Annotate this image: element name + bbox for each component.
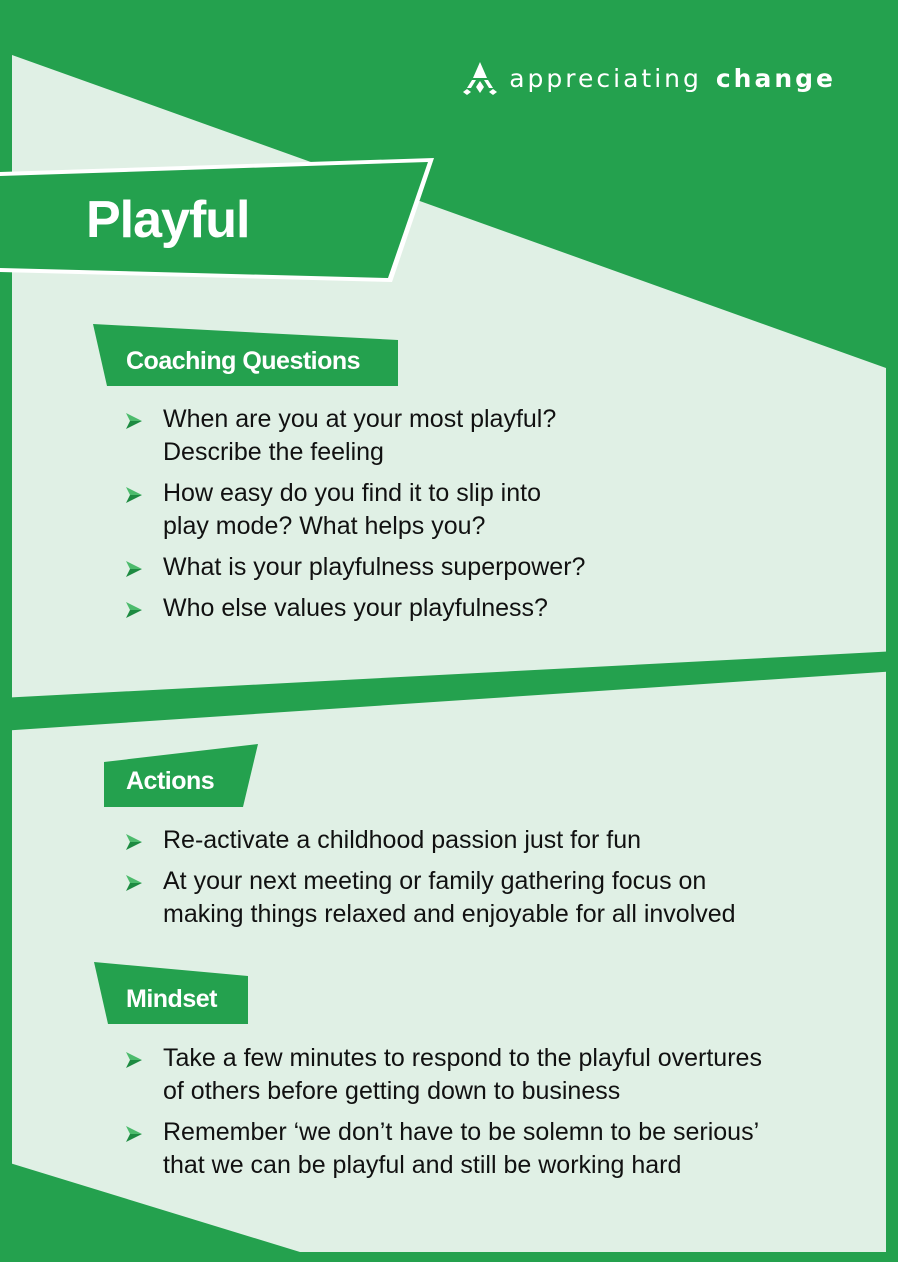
list-item [126, 477, 585, 543]
mindset-heading: Mindset [126, 985, 217, 1013]
list-item-text: Re-activate a childhood passion just for fun [163, 826, 642, 854]
list-item [126, 1042, 762, 1108]
list-item-text: At your next meeting or family gathering focus on [163, 867, 707, 895]
list-item-text: play mode? What helps you? [163, 512, 486, 540]
list-item [126, 592, 585, 625]
list-item-text: Who else values your playfulness? [163, 594, 548, 622]
list-item-text: of others before getting down to business [163, 1077, 621, 1105]
mindset-list [126, 1042, 762, 1190]
brand-name-light: appreciating [509, 63, 702, 93]
arrow-bullet-icon [126, 602, 142, 618]
list-item [126, 824, 736, 857]
list-item-text: making things relaxed and enjoyable for all involved [163, 900, 736, 928]
list-item-text: When are you at your most playful? [163, 405, 557, 433]
coaching-questions-heading: Coaching Questions [126, 347, 361, 375]
arrow-bullet-icon [126, 1126, 142, 1142]
card-title: Playful [86, 191, 250, 249]
arrow-bullet-icon [126, 1052, 142, 1068]
pyramid-logo-icon [463, 61, 497, 95]
list-item-text: Take a few minutes to respond to the playful overtures [163, 1044, 762, 1072]
list-item-text: Describe the feeling [163, 438, 384, 466]
list-item [126, 403, 585, 469]
actions-heading: Actions [126, 767, 215, 795]
actions-list [126, 824, 736, 939]
brand-name-bold: change [715, 63, 836, 93]
list-item-text: What is your playfulness superpower? [163, 553, 586, 581]
arrow-bullet-icon [126, 834, 142, 850]
list-item-text: Remember ‘we don’t have to be solemn to be serious’ [163, 1118, 760, 1146]
brand-logo [463, 58, 836, 98]
list-item [126, 1116, 762, 1182]
arrow-bullet-icon [126, 413, 142, 429]
arrow-bullet-icon [126, 875, 142, 891]
coaching-questions-list [126, 403, 585, 633]
list-item [126, 865, 736, 931]
list-item [126, 551, 585, 584]
arrow-bullet-icon [126, 487, 142, 503]
list-item-text: How easy do you find it to slip into [163, 479, 541, 507]
arrow-bullet-icon [126, 561, 142, 577]
list-item-text: that we can be playful and still be working hard [163, 1151, 682, 1179]
